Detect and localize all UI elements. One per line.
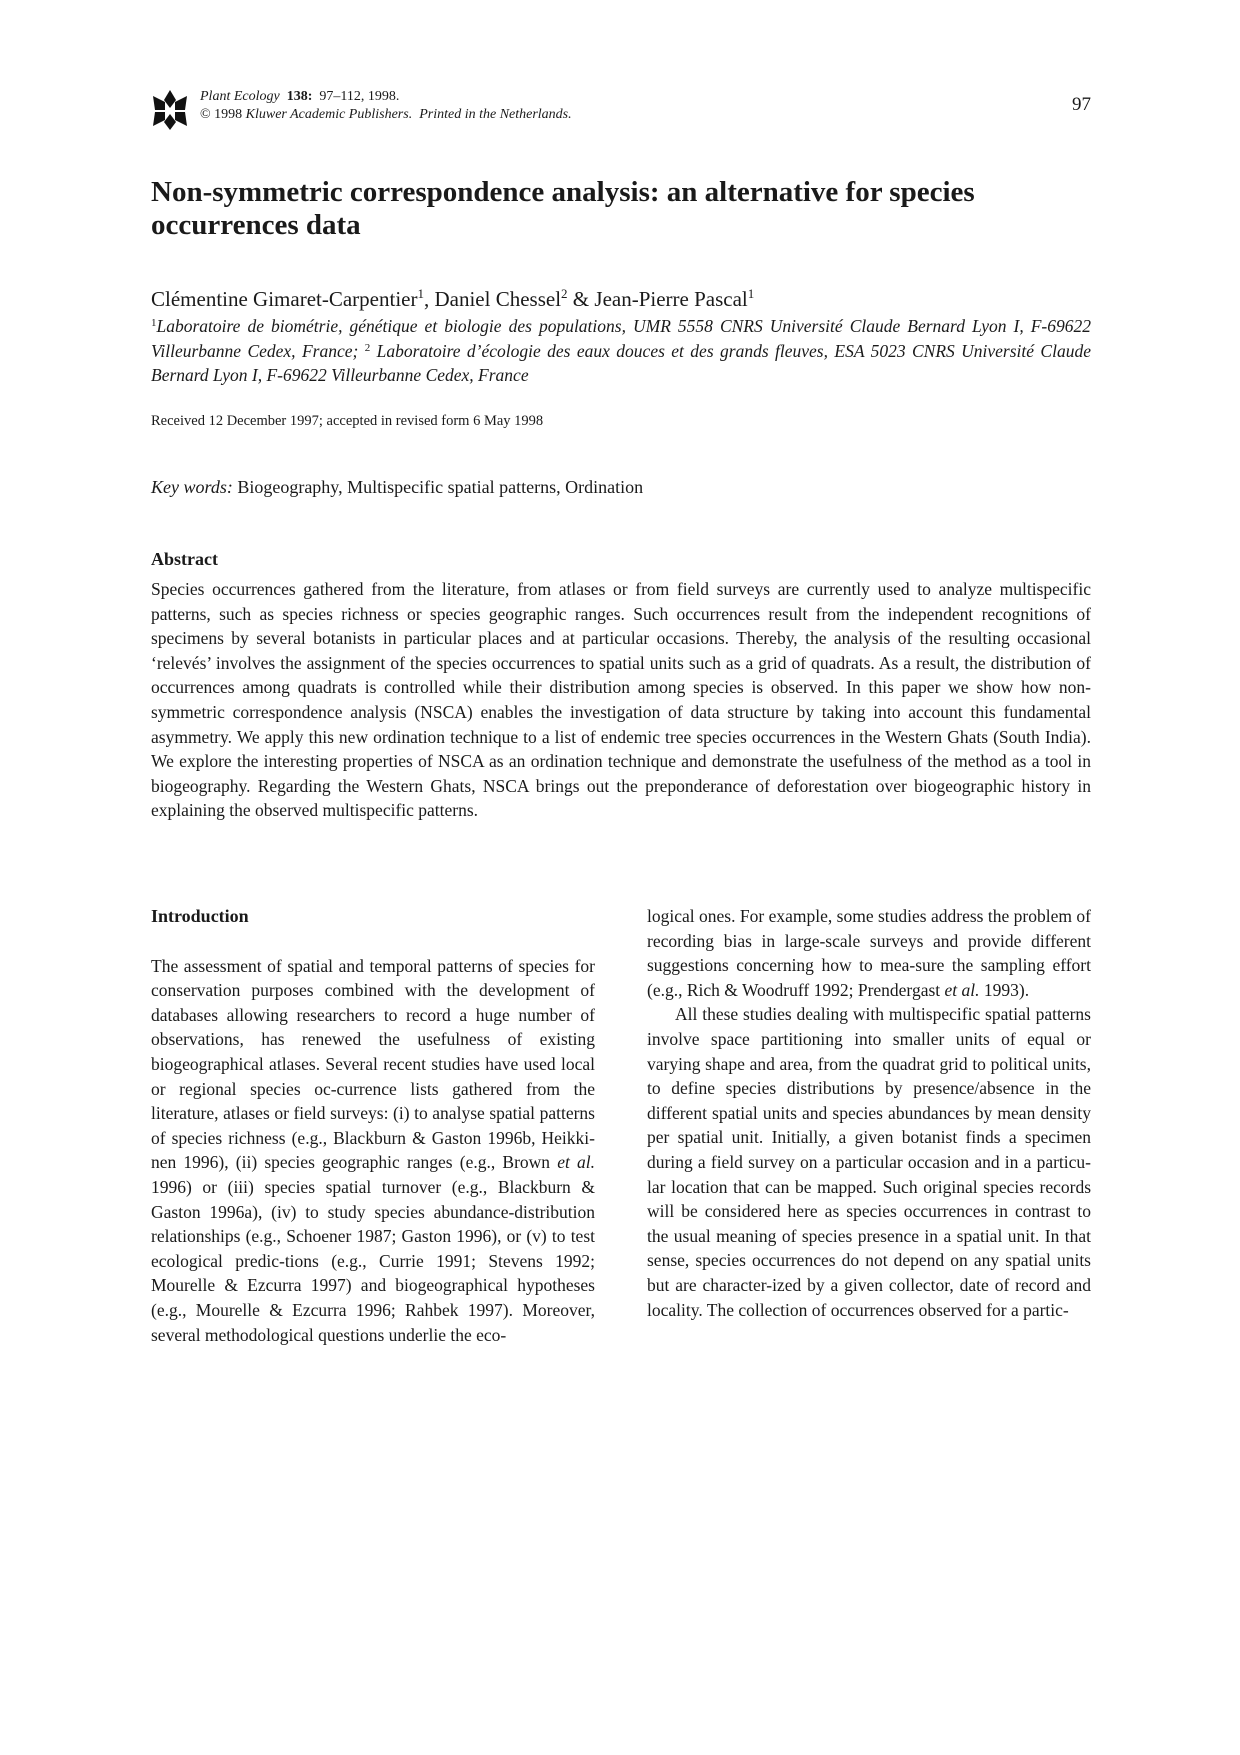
intro-text: 1996) or (iii) species spatial turnover (e.g., Blackburn & Gaston 1996a), (iv) to study species abundance-distribution relationships (e.g., Schoener 1987; Gaston 1996), or (v) to test ecological predic-tions (e.g., Currie 1991; Stevens 1992; Mourelle & Ezcurra 1997) and biogeographical hypotheses (e.g., Mourelle & Ezcurra 1996; Rahbek 1997). Moreover, several methodological questions underlie the eco- bbox=[151, 1176, 595, 1345]
left-column bbox=[151, 904, 595, 1347]
journal-name: Plant Ecology bbox=[200, 89, 280, 104]
affiliation-text: Laboratoire de biométrie, génétique et biologie des populations, UMR 5558 CNRS Université Claude Bernard Lyon I, F-69622 Villeurbanne Cedex, France; bbox=[151, 316, 1091, 361]
paper-title: Non-symmetric correspondence analysis: an alternative for species occurrences data bbox=[151, 176, 975, 241]
author-name: Daniel Chessel bbox=[434, 287, 562, 311]
intro-paragraph bbox=[647, 904, 1091, 1002]
intro-paragraph bbox=[151, 954, 595, 1348]
affiliation-mark: 2 bbox=[364, 341, 371, 354]
author-separator: & bbox=[567, 287, 595, 311]
page-number: 97 bbox=[1072, 94, 1091, 115]
author-name: Jean-Pierre Pascal bbox=[594, 287, 748, 311]
affiliation-mark: 1 bbox=[747, 286, 755, 301]
affiliation-text: Laboratoire d’écologie des eaux douces et des grands fleuves, ESA 5023 CNRS Université Claude Bernard Lyon I, F-69622 Villeurbanne Cedex, France bbox=[151, 340, 1091, 385]
keywords-line bbox=[151, 477, 643, 498]
author-name: Clémentine Gimaret-Carpentier bbox=[151, 287, 418, 311]
received-dates: Received 12 December 1997; accepted in revised form 6 May 1998 bbox=[151, 413, 544, 429]
publisher-name: Kluwer Academic Publishers. bbox=[245, 107, 413, 122]
intro-text: logical ones. For example, some studies address the problem of recording bias in large-scale surveys and provide different suggestions concerning how to mea-sure the sampling effort (e.g., Rich & Woodruff 1992; Prendergast bbox=[647, 906, 1091, 1000]
author-separator: , bbox=[423, 287, 435, 311]
introduction-heading: Introduction bbox=[151, 906, 249, 926]
right-column bbox=[647, 904, 1091, 1322]
copyright-year: 1998 bbox=[214, 107, 243, 122]
intro-text-italic: et al. bbox=[557, 1152, 595, 1173]
pages-year: 97–112, 1998. bbox=[319, 89, 400, 104]
copyright-icon: © bbox=[200, 107, 211, 122]
publisher-logo-icon bbox=[151, 88, 189, 132]
abstract-heading: Abstract bbox=[151, 549, 218, 569]
abstract-text: Species occurrences gathered from the literature, from atlases or from field surveys are currently used to analyze multispecific patterns, such as species richness or species geographic ranges. Such occurrences result from the independent recognitions of specimens by several botanists in particular places and at particular occasions. Thereby, the analysis of the resulting occasional ‘relevés’ involves the assignment of the species occurrences to spatial units such as a grid of quadrats. As a result, the distribution of occurrences among quadrats is controlled while their distribution among species is observed. In this paper we show how non-symmetric correspondence analysis (NSCA) enables the investigation of data structure by taking into account this fundamental asymmetry. We apply this new ordination technique to a list of endemic tree species occurrences in the Western Ghats (South India). We explore the interesting properties of NSCA as an ordination technique and demonstrate the usefulness of the method as a tool in biogeography. Regarding the Western Ghats, NSCA brings out the preponderance of deforestation over biogeographic history in explaining the observed multispecific patterns. bbox=[151, 579, 1091, 821]
volume-number: 138: bbox=[286, 89, 313, 104]
intro-text-italic: et al. bbox=[944, 979, 980, 1000]
journal-citation bbox=[200, 88, 572, 124]
affiliation-mark: 2 bbox=[561, 286, 568, 301]
citation-line bbox=[200, 88, 572, 106]
copyright-line bbox=[200, 106, 572, 124]
affiliation-mark: 1 bbox=[417, 286, 424, 301]
intro-paragraph: All these studies dealing with multispecific spatial patterns involve space partitioning into smaller units of equal or varying shape and area, from the quadrat grid to political units, to define species distributions by presence/absence in the different spatial units and species abundances by mean density per spatial unit. Initially, a given botanist finds a specimen during a field survey on a particular occasion and in a particu-lar location that can be mapped. Such original species records will be considered here as species occurrences in contrast to the usual meaning of species presence in a spatial unit. In that sense, species occurrences do not depend on any spatial units but are character-ized by a given collector, date of record and locality. The collection of occurrences observed for a partic- bbox=[647, 1004, 1091, 1320]
author-list bbox=[151, 286, 1091, 312]
keywords-text: Biogeography, Multispecific spatial patterns, Ordination bbox=[237, 477, 644, 497]
keywords-label: Key words: bbox=[151, 477, 233, 497]
affiliation-mark: 1 bbox=[151, 317, 157, 329]
affiliations bbox=[151, 314, 1091, 388]
intro-text: 1993). bbox=[979, 979, 1030, 1000]
journal-header bbox=[151, 88, 1091, 132]
printed-note: Printed in the Netherlands. bbox=[419, 107, 572, 122]
intro-text: The assessment of spatial and temporal patterns of species for conservation purposes combined with the development of databases allowing researchers to record a huge number of observations, has renewed the usefulness of existing biogeographical atlases. Several recent studies have used local or regional species oc-currence lists gathered from the literature, atlases or field surveys: (i) to analyse spatial patterns of species richness (e.g., Blackburn & Gaston 1996b, Heikki-nen 1996), (ii) species geographic ranges (e.g., Brown bbox=[151, 955, 595, 1173]
